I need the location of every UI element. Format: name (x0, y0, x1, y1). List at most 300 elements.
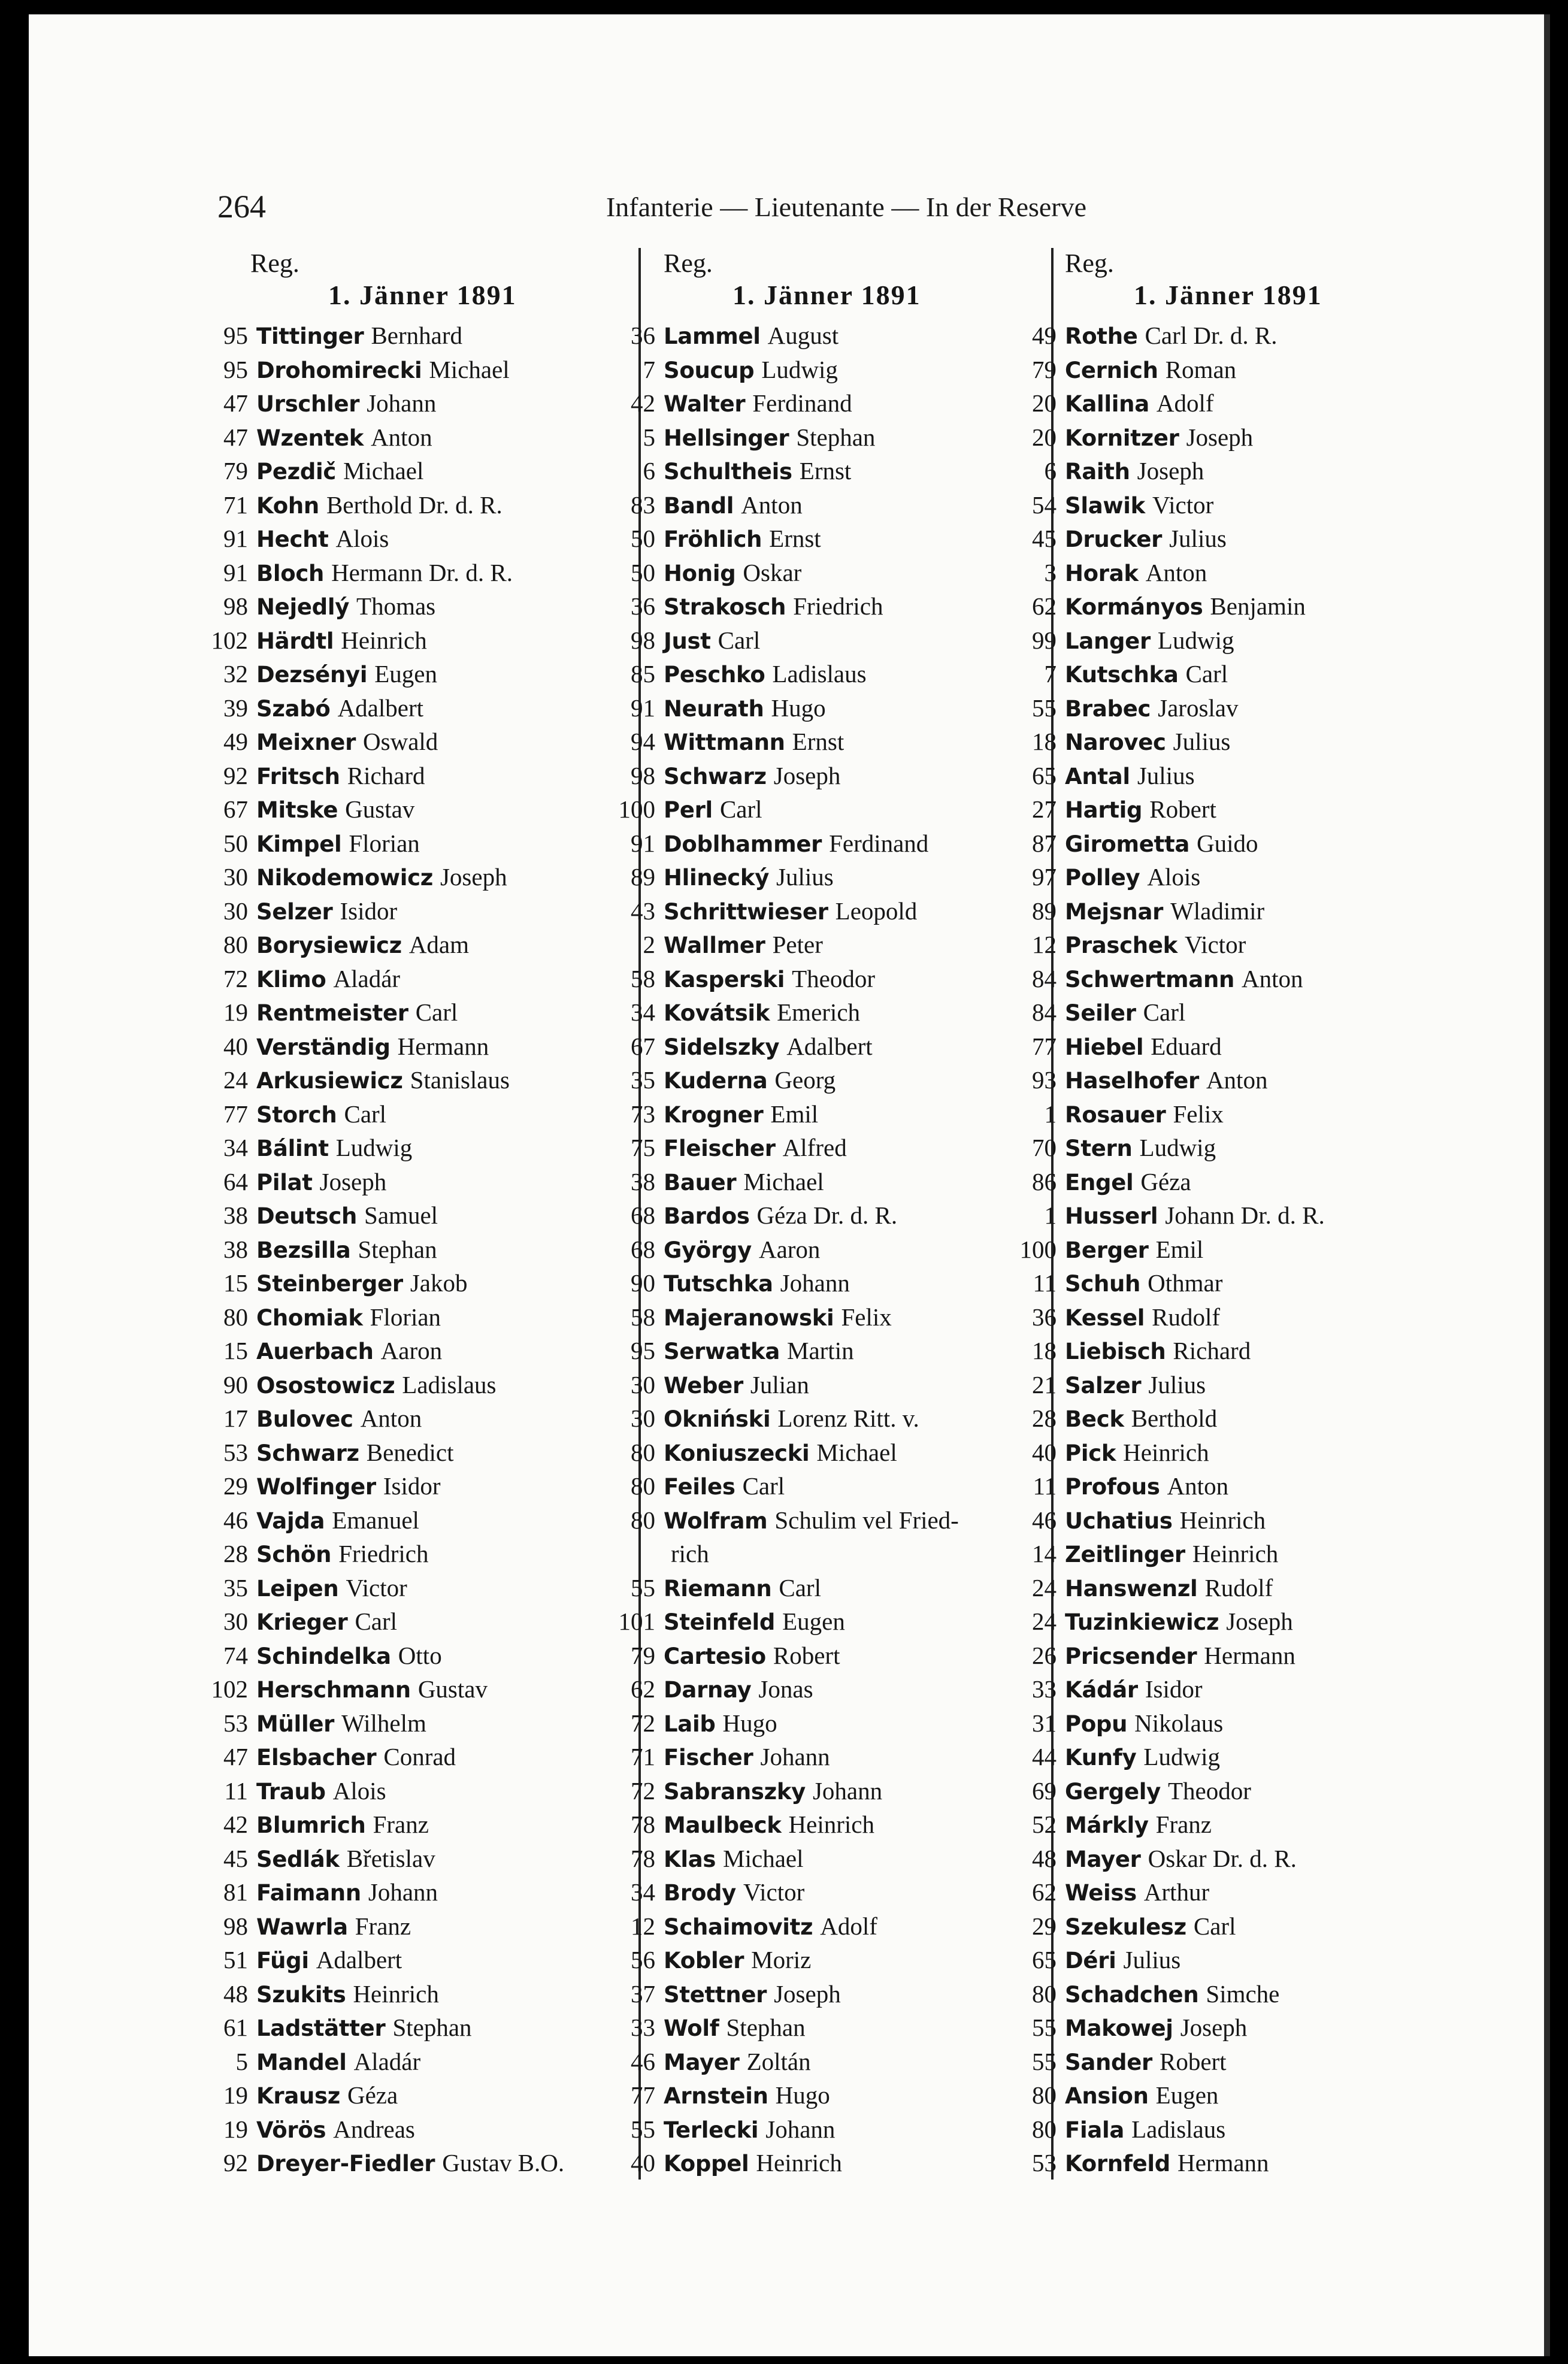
entry-reg-number: 91 (223, 525, 248, 552)
entry-surname: Popu (1065, 1711, 1128, 1737)
entry-reg-number: 29 (223, 1472, 248, 1500)
entry-surname: Arnstein (664, 2083, 768, 2109)
entry-reg-number: 19 (223, 2081, 248, 2109)
list-item (598, 2112, 959, 2147)
list-item (999, 1436, 1325, 1470)
entry-given-name: Aaron (758, 1235, 821, 1263)
entry-surname: Kormányos (1065, 594, 1203, 620)
entry-surname: Engel (1065, 1169, 1134, 1195)
list-item (999, 2078, 1325, 2112)
entry-surname: Wzentek (256, 425, 364, 451)
entry-surname: Rentmeister (256, 1000, 408, 1026)
entry-reg-number: 80 (1032, 1979, 1057, 2008)
list-item (999, 1639, 1325, 1673)
entry-given-name: Joseph (1137, 457, 1204, 485)
entry-surname: Wawrla (256, 1914, 348, 1940)
list-item (190, 1740, 564, 1774)
entry-surname: Verständig (256, 1034, 391, 1060)
list-item (598, 1740, 959, 1774)
entry-surname: Antal (1065, 763, 1130, 789)
entry-given-name: Carl Dr. d. R. (1145, 322, 1278, 349)
entry-surname: Selzer (256, 898, 333, 925)
list-item (190, 1571, 564, 1605)
entry-surname: Bauer (664, 1169, 737, 1195)
entry-surname: Narovec (1065, 730, 1166, 755)
entry-given-name: Conrad (383, 1743, 456, 1770)
entry-given-name: Stephan (392, 2014, 472, 2041)
entry-reg-number: 34 (631, 1878, 655, 1906)
entry-reg-number: 67 (631, 1032, 655, 1060)
entry-reg-number: 85 (631, 660, 655, 688)
entry-given-name: Thomas (356, 592, 436, 620)
list-item (598, 1503, 959, 1537)
entry-given-name: Michael (429, 355, 510, 383)
entry-surname: Bandl (664, 492, 734, 519)
entry-given-name: Ladislaus (402, 1370, 497, 1399)
list-item (598, 1943, 959, 1977)
entry-given-name: Nikolaus (1134, 1709, 1224, 1737)
entry-surname: Arkusiewicz (256, 1068, 403, 1094)
list-item (999, 1774, 1325, 1808)
list-item (999, 995, 1325, 1030)
entry-reg-number: 47 (223, 389, 248, 417)
list-item (190, 2045, 564, 2079)
entry-given-name: Alfred (782, 1134, 847, 1161)
entry-reg-number: 40 (631, 2149, 655, 2177)
list-item (999, 894, 1325, 928)
entry-given-name: Julian (750, 1370, 809, 1399)
list-item (190, 1469, 564, 1503)
entry-reg-number: 38 (223, 1235, 248, 1263)
entry-surname: Stettner (664, 1981, 767, 2008)
entry-reg-number: 98 (223, 592, 248, 620)
entry-given-name: Peter (772, 931, 823, 958)
entry-reg-number: 31 (1032, 1709, 1057, 1737)
entry-surname: Wolf (664, 2015, 719, 2041)
entry-surname: Uchatius (1065, 1508, 1173, 1534)
entry-given-name: Joseph (440, 863, 507, 891)
entry-surname: Schultheis (664, 459, 792, 485)
entry-reg-number: 11 (224, 1776, 248, 1805)
entry-surname: Bloch (256, 560, 325, 586)
entry-reg-number: 19 (223, 998, 248, 1026)
entry-given-name: Ladislaus (1131, 2115, 1226, 2143)
entry-reg-number: 91 (223, 558, 248, 586)
entry-reg-number: 80 (631, 1506, 655, 1534)
entry-surname: Honig (664, 560, 736, 586)
entry-given-name: Lorenz Ritt. v. (777, 1405, 919, 1432)
entry-surname: Kuderna (664, 1068, 768, 1094)
entry-surname: Auerbach (256, 1339, 374, 1364)
entry-surname: Schwertmann (1065, 966, 1235, 992)
entry-given-name: Ludwig (335, 1134, 413, 1161)
entry-surname: Leipen (256, 1575, 339, 1602)
list-item (598, 1198, 959, 1233)
entry-given-name: Ludwig (761, 355, 838, 383)
entry-surname: Fischer (664, 1745, 753, 1770)
entry-given-name: Eugen (1155, 2081, 1219, 2109)
entry-reg-number: 90 (631, 1269, 655, 1297)
entry-reg-number: 49 (223, 728, 248, 755)
entry-reg-number: 1 (1044, 1201, 1057, 1229)
entry-given-name: Michael (343, 457, 424, 485)
page-number: 264 (217, 189, 266, 225)
entry-given-name: Joseph (1180, 2014, 1248, 2041)
entry-reg-number: 95 (223, 322, 248, 349)
entry-reg-number: 33 (631, 2014, 655, 2041)
entry-reg-number: 80 (1032, 2115, 1057, 2143)
entry-surname: Dreyer-Fiedler (256, 2151, 435, 2177)
entry-surname: Storch (256, 1101, 337, 1128)
entry-given-name: Stephan (726, 2014, 806, 2041)
entry-reg-number: 35 (223, 1573, 248, 1602)
entry-surname: Bulovec (256, 1406, 353, 1432)
entry-surname: Schaimovitz (664, 1914, 813, 1940)
entry-reg-number: 71 (223, 491, 248, 519)
entry-reg-number: 55 (1032, 2047, 1057, 2075)
entry-reg-number: 80 (1032, 2081, 1057, 2109)
entry-reg-number: 62 (631, 1675, 655, 1703)
list-item (999, 1063, 1325, 1097)
entry-reg-number: 77 (223, 1100, 248, 1128)
entry-surname: Peschko (664, 662, 765, 688)
list-item (999, 1977, 1325, 2011)
list-item (190, 792, 564, 827)
list-item (190, 1909, 564, 1944)
list-item (598, 1402, 959, 1436)
entry-reg-number: 6 (1044, 457, 1057, 485)
entry-reg-number: 95 (223, 355, 248, 383)
entry-given-name: Joseph (773, 761, 841, 789)
list-item (190, 623, 564, 658)
entry-surname: Kasperski (664, 966, 785, 992)
entry-given-name: Hugo (722, 1709, 777, 1737)
entry-reg-number: 45 (223, 1844, 248, 1872)
entry-surname: Fritsch (256, 763, 340, 789)
entry-reg-number: 61 (223, 2014, 248, 2041)
entry-reg-number: 30 (631, 1405, 655, 1432)
entry-given-name: Emil (770, 1100, 819, 1128)
entry-reg-number: 89 (631, 863, 655, 891)
entry-given-name: Aladár (353, 2047, 421, 2075)
entry-reg-number: 3 (1044, 558, 1057, 586)
entry-reg-number: 50 (631, 558, 655, 586)
entry-surname: Darnay (664, 1677, 752, 1703)
list-item (190, 1368, 564, 1402)
entry-reg-number: 71 (631, 1743, 655, 1770)
entry-reg-number: 15 (223, 1337, 248, 1364)
entry-surname: Stern (1065, 1136, 1133, 1161)
list-item (999, 1842, 1325, 1876)
entry-reg-number: 5 (235, 2047, 248, 2075)
list-item (598, 319, 959, 353)
entry-reg-number: 90 (223, 1370, 248, 1399)
entry-surname: Mayer (1065, 1846, 1141, 1872)
list-item (999, 1808, 1325, 1842)
entry-reg-number: 55 (1032, 694, 1057, 722)
entry-reg-number: 79 (631, 1641, 655, 1669)
list-item (598, 1909, 959, 1944)
entry-reg-number: 24 (1032, 1573, 1057, 1602)
entry-given-name: Friedrich (793, 592, 883, 620)
list-item (190, 1706, 564, 1741)
entry-reg-number: 45 (1032, 525, 1057, 552)
entry-reg-number: 51 (223, 1946, 248, 1973)
entry-surname: Wallmer (664, 933, 765, 958)
list-item (999, 1198, 1325, 1233)
entry-reg-number: 42 (223, 1811, 248, 1838)
list-item (999, 1233, 1325, 1267)
entry-reg-number: 53 (223, 1709, 248, 1737)
entry-surname: Nikodemowicz (256, 865, 433, 891)
list-item (999, 589, 1325, 623)
entry-reg-number: 62 (1032, 592, 1057, 620)
list-item (598, 827, 959, 861)
entry-given-name: Alois (332, 1776, 386, 1805)
list-item (598, 353, 959, 387)
entry-given-name: Carl (742, 1472, 785, 1500)
list-item (598, 1639, 959, 1673)
list-item (598, 759, 959, 793)
entry-given-name: Emerich (777, 998, 861, 1026)
entry-reg-number: 77 (631, 2081, 655, 2109)
entry-given-name: Emil (1155, 1235, 1204, 1263)
entry-reg-number: 11 (1033, 1269, 1057, 1297)
entry-surname: Koppel (664, 2151, 749, 2177)
entry-given-name: Heinrich (1123, 1438, 1209, 1466)
entry-surname: Serwatka (664, 1339, 780, 1364)
entry-surname: Kádár (1065, 1677, 1138, 1703)
entry-reg-number: 69 (1032, 1776, 1057, 1805)
list-item (999, 1131, 1325, 1165)
entry-surname: Laib (664, 1711, 716, 1737)
entry-given-name: Isidor (383, 1472, 441, 1500)
entry-surname: Walter (664, 391, 746, 417)
list-item (190, 319, 564, 353)
entry-surname: Langer (1065, 628, 1151, 654)
entry-given-name: Ernst (799, 457, 852, 485)
entry-given-name: Robert (773, 1641, 840, 1669)
list-item (190, 894, 564, 928)
entry-reg-number: 97 (1032, 863, 1057, 891)
entry-surname: Kimpel (256, 831, 342, 857)
entry-surname: Wolfram (664, 1508, 768, 1534)
entry-surname: Kunfy (1065, 1745, 1137, 1770)
list-item (190, 725, 564, 759)
entry-reg-number: 100 (1019, 1235, 1057, 1263)
entry-reg-number: 80 (223, 931, 248, 958)
list-item (598, 1436, 959, 1470)
entry-given-name: Roman (1165, 355, 1237, 383)
entry-given-name: Theodor (1168, 1776, 1251, 1805)
entry-surname: Schindelka (256, 1643, 391, 1669)
list-item (190, 353, 564, 387)
entry-given-name: Johann (367, 389, 437, 417)
entry-reg-number: 12 (631, 1912, 655, 1940)
entry-surname: Fröhlich (664, 526, 762, 552)
entry-reg-number: 65 (1032, 1946, 1057, 1973)
entry-reg-number: 18 (1032, 1337, 1057, 1364)
entry-reg-number: 48 (1032, 1844, 1057, 1872)
entry-surname: Pezdič (256, 459, 337, 485)
entry-reg-number: 7 (1044, 660, 1057, 688)
entry-given-name: Martin (787, 1337, 854, 1364)
entry-surname: Schön (256, 1542, 332, 1567)
entry-surname: Bálint (256, 1136, 329, 1161)
entry-surname: Kobler (664, 1948, 744, 1973)
entry-surname: Kovátsik (664, 1000, 770, 1026)
entry-reg-number: 1 (1044, 1100, 1057, 1128)
entry-reg-number: 39 (223, 694, 248, 722)
list-item (190, 657, 564, 691)
entry-given-name: Othmar (1148, 1269, 1223, 1297)
list-item (999, 1300, 1325, 1334)
list-item (999, 1740, 1325, 1774)
entry-surname: Szekulesz (1065, 1914, 1186, 1940)
entry-reg-number: 38 (631, 1167, 655, 1195)
entry-given-name: Adalbert (316, 1946, 402, 1973)
list-item (598, 1774, 959, 1808)
entry-given-name: Johann (760, 1743, 830, 1770)
list-item (190, 386, 564, 420)
entry-reg-number: 98 (631, 626, 655, 654)
entry-given-name: Carl (719, 795, 762, 823)
list-item (598, 1030, 959, 1064)
entry-surname: Déri (1065, 1948, 1116, 1973)
entry-given-name: Felix (841, 1303, 892, 1331)
entry-reg-number: 36 (631, 592, 655, 620)
list-item (190, 827, 564, 861)
entry-given-name: Julius (1173, 728, 1231, 755)
entry-given-name: Rudolf (1204, 1573, 1273, 1602)
entry-surname: Soucup (664, 357, 755, 383)
entry-given-name: Florian (370, 1303, 441, 1331)
list-item (598, 1233, 959, 1267)
entry-reg-number: 86 (1032, 1167, 1057, 1195)
entry-given-name: Géza (347, 2081, 398, 2109)
entry-surname: Schadchen (1065, 1981, 1199, 2008)
list-item (598, 1672, 959, 1706)
entry-surname: Salzer (1065, 1372, 1142, 1399)
entry-surname: Vörös (256, 2117, 326, 2143)
entry-reg-number: 54 (1032, 491, 1057, 519)
entry-reg-number: 56 (631, 1946, 655, 1973)
entry-reg-number: 95 (631, 1337, 655, 1364)
list-item (598, 1808, 959, 1842)
entry-given-name: Ernst (769, 525, 821, 552)
entry-given-name: Eduard (1151, 1032, 1222, 1060)
entry-reg-number: 20 (1032, 389, 1057, 417)
entry-reg-number: 91 (631, 694, 655, 722)
entry-reg-number: 101 (618, 1608, 655, 1635)
entry-reg-number: 17 (223, 1405, 248, 1432)
list-item (190, 589, 564, 623)
list-item (999, 1266, 1325, 1300)
entry-surname: Pick (1065, 1440, 1116, 1466)
list-item (999, 1503, 1325, 1537)
entry-surname: Hlinecký (664, 865, 770, 891)
list-item (598, 2078, 959, 2112)
list-item (598, 1334, 959, 1368)
entry-given-name: Alois (1147, 863, 1201, 891)
list-item (190, 1402, 564, 1436)
entry-reg-number: 53 (1032, 2149, 1057, 2177)
entry-surname: Husserl (1065, 1203, 1158, 1229)
list-item (999, 420, 1325, 455)
entry-surname: Blumrich (256, 1812, 366, 1838)
entry-reg-number: 58 (631, 1303, 655, 1331)
list-item (190, 1131, 564, 1165)
column-date: 1. Jänner 1891 (732, 280, 921, 310)
entry-surname: Bardos (664, 1203, 750, 1229)
entry-surname: Haselhofer (1065, 1068, 1199, 1094)
entry-reg-number: 21 (1032, 1370, 1057, 1399)
entry-reg-number: 92 (223, 761, 248, 789)
list-item (190, 1436, 564, 1470)
entry-surname: Doblhammer (664, 831, 822, 857)
entry-reg-number: 67 (223, 795, 248, 823)
entry-given-name: Georg (774, 1066, 836, 1094)
entry-surname: Klimo (256, 966, 326, 992)
entry-surname: Polley (1065, 865, 1140, 891)
list-item (598, 556, 959, 590)
list-item (190, 1300, 564, 1334)
entry-surname: Müller (256, 1711, 335, 1737)
entry-reg-number: 28 (1032, 1405, 1057, 1432)
list-item (598, 488, 959, 522)
entry-given-name: Heinrich (756, 2149, 842, 2177)
entry-given-name: Victor (1152, 491, 1214, 519)
list-item (598, 1977, 959, 2011)
entry-reg-number: 35 (631, 1066, 655, 1094)
entry-reg-number: 47 (223, 1743, 248, 1770)
list-item (999, 623, 1325, 658)
entry-given-name: Adolf (1156, 389, 1214, 417)
entry-reg-number: 50 (631, 525, 655, 552)
list-item (598, 522, 959, 556)
entry-given-name: Benedict (366, 1438, 454, 1466)
column-date: 1. Jänner 1891 (1134, 280, 1322, 310)
entry-given-name: Julius (776, 863, 834, 891)
entry-reg-number: 64 (223, 1167, 248, 1195)
list-item (190, 759, 564, 793)
list-item (190, 1165, 564, 1199)
entry-surname: Krogner (664, 1101, 764, 1128)
entry-given-name: Julius (1169, 525, 1227, 552)
entry-surname: Strakosch (664, 594, 786, 620)
entry-given-name: Julius (1137, 761, 1195, 789)
entry-reg-number: 55 (631, 1573, 655, 1602)
entry-given-name: Guido (1197, 829, 1258, 857)
entry-surname: Hiebel (1065, 1034, 1144, 1060)
list-item (999, 386, 1325, 420)
entry-surname: Kohn (256, 492, 319, 519)
entry-given-name: Joseph (1226, 1608, 1293, 1635)
entry-surname: Feiles (664, 1474, 735, 1500)
entry-surname: Tuzinkiewicz (1065, 1609, 1219, 1635)
entry-surname: Krausz (256, 2083, 340, 2109)
entry-reg-number: 100 (618, 795, 655, 823)
list-item (598, 1571, 959, 1605)
entry-surname: Majeranowski (664, 1304, 834, 1331)
entry-given-name: Wladimir (1170, 897, 1265, 925)
entry-reg-number: 30 (223, 863, 248, 891)
entry-reg-number: 15 (223, 1269, 248, 1297)
entry-reg-number: 38 (223, 1201, 248, 1229)
entry-given-name: Michael (723, 1844, 804, 1872)
list-item (999, 1368, 1325, 1402)
list-item (999, 1469, 1325, 1503)
